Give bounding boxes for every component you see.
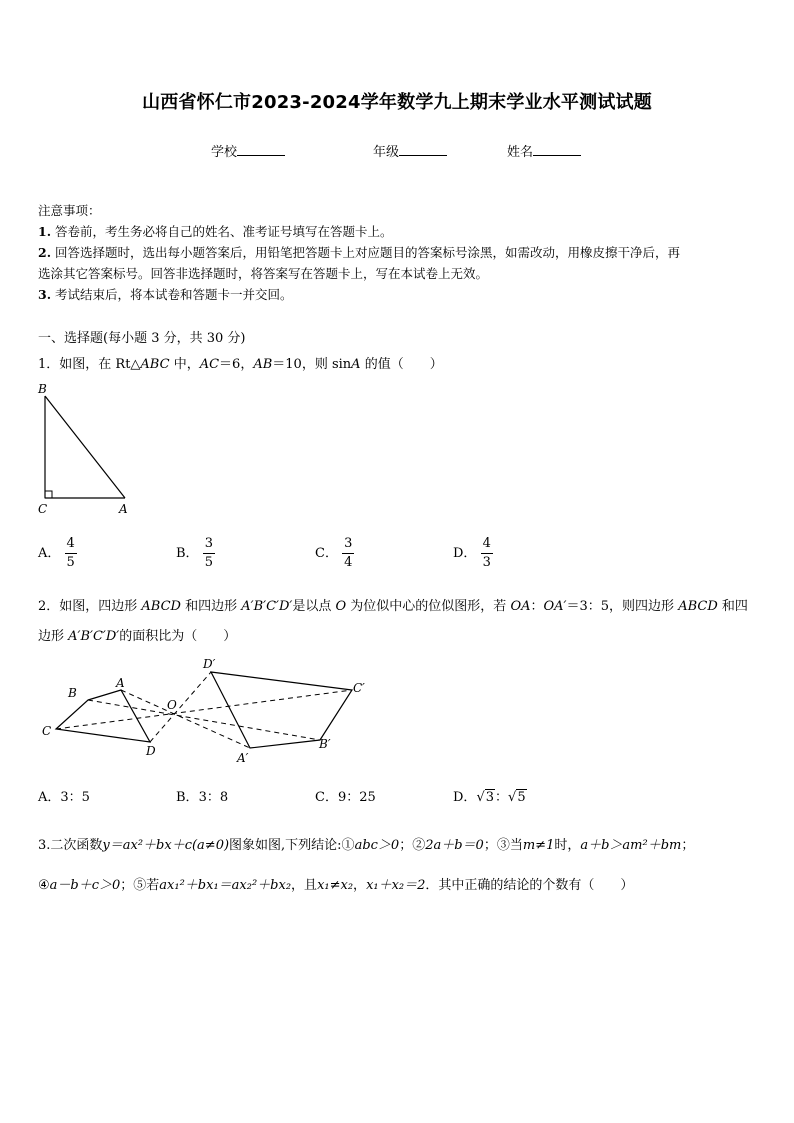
q1-option-c[interactable]: C． $\frac{3}{4}$	[315, 536, 353, 570]
q1-option-a[interactable]: A． $\frac{4}{5}$	[38, 536, 75, 570]
notice-item-2-cont: 选涂其它答案标号。回答非选择题时，将答案写在答题卡上，写在本试卷上无效。	[38, 266, 489, 281]
question-3-text: 3.二次函数y＝ax²＋bx＋c(a≠0)图象如图,下列结论:①abc＞0；②2a＋b＝0；③当m≠1时，a＋b＞am²＋bm； ④a－b＋c＞0；⑤若ax₁²＋bx₁＝ax₂²＋bx₂，且x₁≠x₂，x₁＋x₂＝2．其中正确的结论的个数有（ ）	[38, 838, 695, 893]
question-1-text: 1．如图，在 Rt△ABC 中，AC＝6，AB＝10，则 sinA 的值（ ）	[38, 357, 443, 372]
grade-field	[373, 141, 447, 160]
notice-item-2: 2. 回答选择题时，选出每小题答案后，用铅笔把答题卡上对应题目的答案标号涂黑，如需改动，用橡皮擦干净后，再	[38, 245, 681, 260]
notice-heading: 注意事项：	[38, 203, 101, 218]
name-field	[507, 141, 581, 160]
notice-item-3: 3. 考试结束后，将本试卷和答题卡一并交回。	[38, 287, 293, 302]
section-heading: 一、选择题(每小题 3 分，共 30 分)	[38, 331, 246, 346]
question-2-homothety-figure	[30, 652, 380, 770]
q2-option-a[interactable]: A．3：5	[38, 790, 90, 805]
q2-option-d[interactable]: D．√3：√5	[453, 790, 526, 805]
label-b-prime: B′	[319, 737, 331, 751]
page-title: 山西省怀仁市2023-2024学年数学九上期末学业水平测试试题	[142, 92, 652, 113]
quadrilateral-a2b2c2d2	[211, 672, 352, 748]
label-a-prime: A′	[237, 751, 249, 765]
label-d: D	[146, 744, 156, 758]
grade-label: 年级	[373, 145, 400, 160]
school-blank	[237, 143, 285, 156]
label-b: B	[38, 382, 47, 396]
q1-option-d[interactable]: D． $\frac{4}{3}$	[453, 536, 491, 570]
label-c: C	[42, 724, 52, 738]
notice-block	[38, 200, 680, 305]
right-angle-mark	[45, 491, 52, 498]
name-label: 姓名	[507, 145, 534, 160]
label-c: C	[38, 502, 48, 516]
name-blank	[533, 143, 581, 156]
label-d-prime: D′	[203, 657, 216, 671]
line-d-d2	[150, 672, 211, 742]
grade-blank	[399, 143, 447, 156]
school-field	[211, 141, 285, 160]
q1-option-b[interactable]: B． $\frac{3}{5}$	[176, 536, 213, 570]
school-label: 学校	[211, 145, 238, 160]
label-a: A	[119, 502, 128, 516]
triangle-side-ab	[45, 396, 125, 498]
label-o: O	[167, 698, 177, 712]
question-2-text: 2．如图，四边形 ABCD 和四边形 A′B′C′D′是以点 O 为位似中心的位似图形，若 OA：OA′＝3：5，则四边形 ABCD 和四 边形 A′B′C′D′的面积比为（ ）	[38, 599, 748, 644]
q2-option-c[interactable]: C．9：25	[315, 790, 376, 805]
label-a: A	[116, 676, 125, 690]
label-b: B	[68, 686, 77, 700]
notice-item-1: 1. 答卷前，考生务必将自己的姓名、准考证号填写在答题卡上。	[38, 224, 393, 239]
line-a-a2	[121, 690, 250, 748]
label-c-prime: C′	[353, 681, 365, 695]
question-1-triangle-figure	[30, 378, 140, 520]
q2-option-b[interactable]: B．3：8	[176, 790, 229, 805]
